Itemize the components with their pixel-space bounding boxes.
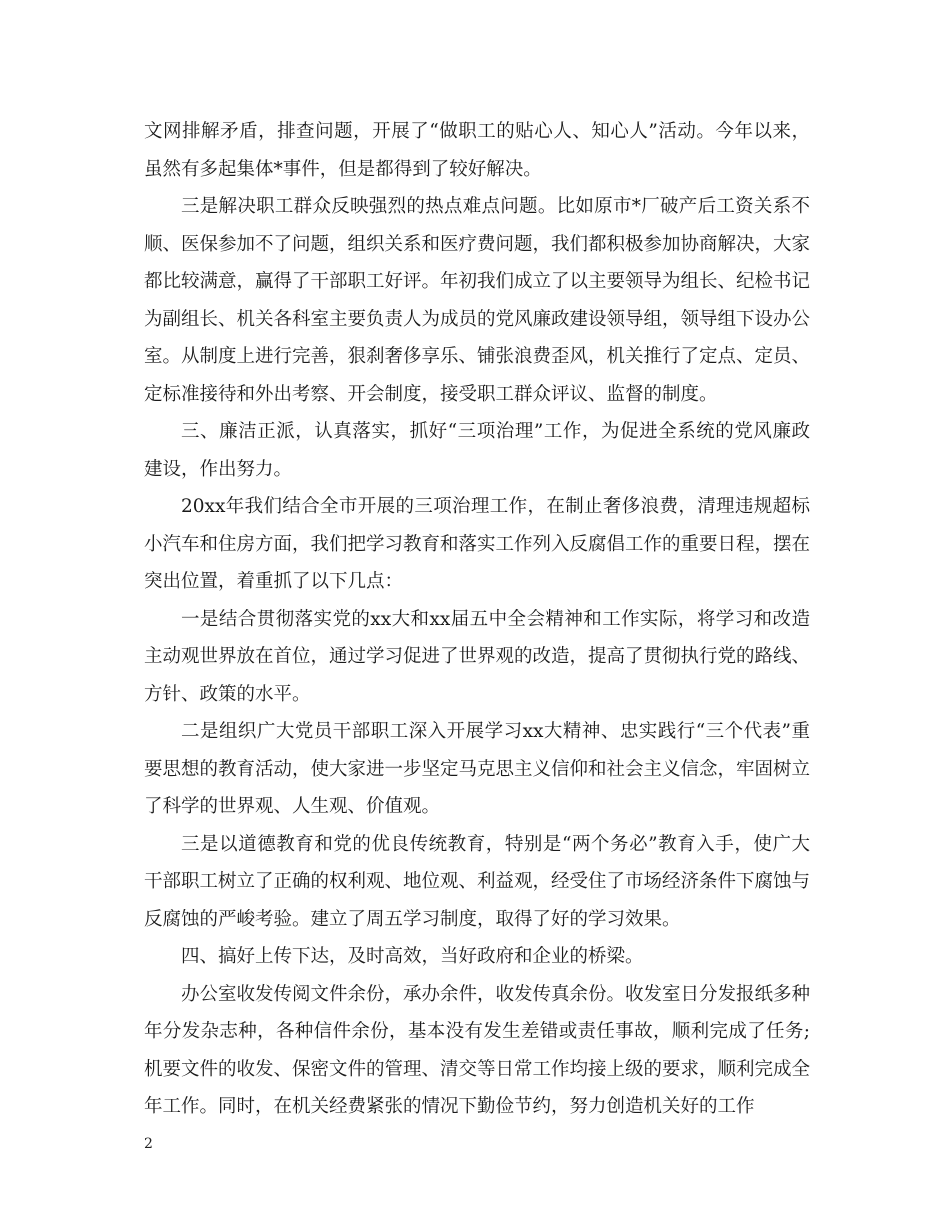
paragraph-section-three-heading: 三、廉洁正派，认真落实，抓好“三项治理”工作，为促进全系统的党风廉政建设，作出努力。 (144, 421, 810, 480)
paragraph-point-two: 二是组织广大党员干部职工深入开展学习xx大精神、忠实践行“三个代表”重要思想的教育活动，使大家进一步坚定马克思主义信仰和社会主义信念，牢固树立了科学的世界观、人生观、价值观。 (144, 721, 811, 817)
paragraph-three-governance: 20xx年我们结合全市开展的三项治理工作，在制止奢侈浪费，清理违规超标小汽车和住房方面，我们把学习教育和落实工作列入反腐倡工作的重要日程，摆在突出位置，着重抓了以下几点： (144, 496, 811, 592)
paragraph-point-three: 三是以道德教育和党的优良传统教育，特别是“两个务必”教育入手，使广大干部职工树立了正确的权利观、地位观、利益观，经受住了市场经济条件下腐蚀与反腐蚀的严峻考验。建立了周五学习制度，取得了好的学习效果。 (144, 833, 811, 930)
page-number: 2 (144, 1136, 153, 1152)
paragraph-section-four-heading: 四、搞好上传下达，及时高效，当好政府和企业的桥梁。 (181, 946, 644, 967)
paragraph-office-work: 办公室收发传阅文件余份，承办余件，收发传真余份。收发室日分发报纸多种年分发杂志种，各种信件余份，基本没有发生差错或责任事故，顺利完成了任务;机要文件的收发、保密文件的管理、清交等日常工作均接上级的要求，顺利完成全年工作。同时，在机关经费紧张的情况下勤俭节约，努力创造机关好的工作 (144, 983, 811, 1117)
paragraph-point-one: 一是结合贯彻落实党的xx大和xx届五中全会精神和工作实际，将学习和改造主动观世界放在首位，通过学习促进了世界观的改造，提高了贯彻执行党的路线、方针、政策的水平。 (144, 608, 811, 705)
document-body (144, 113, 810, 1126)
paragraph-continuation: 文网排解矛盾，排查问题，开展了“做职工的贴心人、知心人”活动。今年以来，虽然有多起集体*事件，但是都得到了较好解决。 (144, 121, 810, 180)
paragraph-hot-issues: 三是解决职工群众反映强烈的热点难点问题。比如原市*厂破产后工资关系不顺、医保参加不了问题，组织关系和医疗费问题，我们都积极参加协商解决，大家都比较满意，赢得了干部职工好评。年初我们成立了以主要领导为组长、纪检书记为副组长、机关各科室主要负责人为成员的党风廉政建设领导组，领导组下设办公室。从制度上进行完善，狠刹奢侈享乐、铺张浪费歪风，机关推行了定点、定员、定标准接待和外出考察、开会制度，接受职工群众评议、监督的制度。 (144, 196, 811, 405)
